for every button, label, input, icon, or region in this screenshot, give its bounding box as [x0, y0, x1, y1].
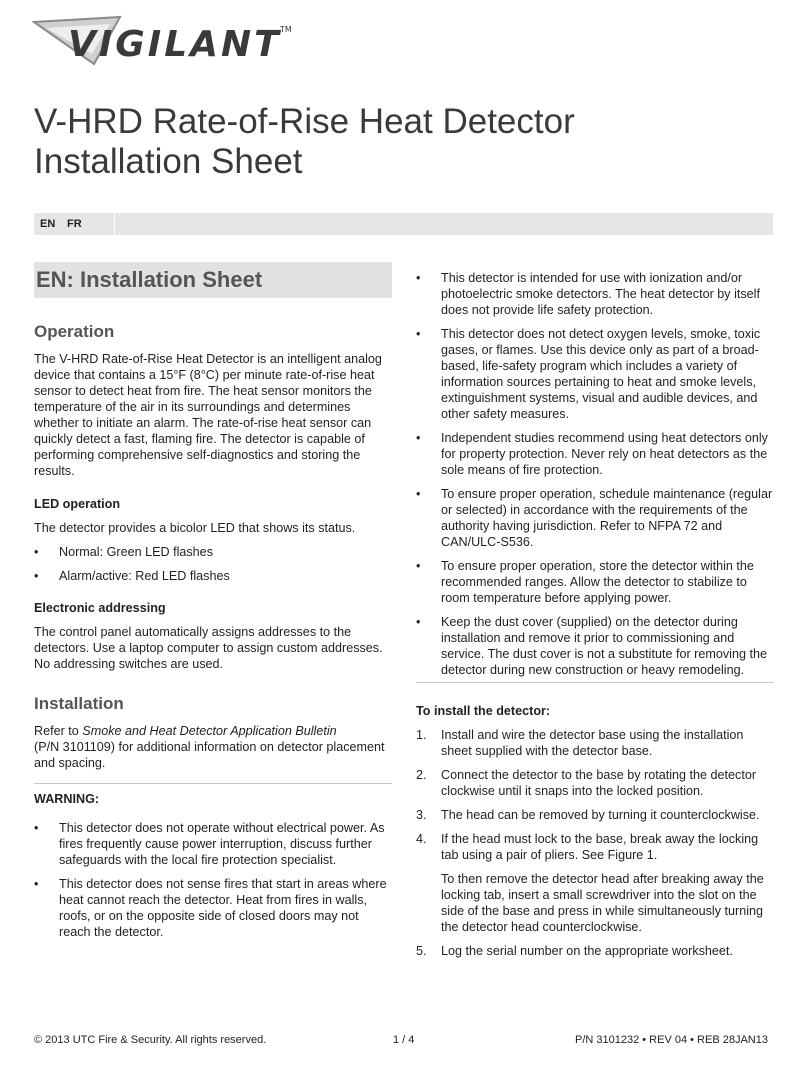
- list-item: • Keep the dust cover (supplied) on the detector during installation and remove it prior to commissioning and service. The dust cover is not a substitute for removing the detector during new construction or heavy remodeling.: [416, 615, 767, 677]
- led-heading: LED operation: [34, 497, 121, 511]
- list-item: 5. Log the serial number on the appropriate worksheet.: [416, 944, 733, 958]
- operation-heading: Operation: [34, 322, 115, 341]
- list-item: • Alarm/active: Red LED flashes: [34, 569, 230, 583]
- language-tab-en[interactable]: EN: [40, 218, 56, 230]
- document-title: [34, 102, 734, 182]
- procedure-heading: To install the detector:: [416, 704, 551, 718]
- warning-divider: [34, 783, 392, 784]
- led-body: The detector provides a bicolor LED that shows its status.: [34, 521, 356, 535]
- procedure-divider: [416, 682, 774, 683]
- installation-heading: Installation: [34, 694, 124, 713]
- language-tab-fr[interactable]: FR: [67, 218, 82, 230]
- logo-wordmark: VIGILANT: [68, 24, 282, 65]
- addressing-body: The control panel automatically assigns addresses to the detectors. Use a laptop computer to assign custom addresses. No addressing switches are used.: [34, 625, 383, 671]
- warning-heading: WARNING:: [34, 792, 100, 806]
- list-item: 1. Install and wire the detector base using the installation sheet supplied with the detector base.: [416, 728, 744, 758]
- bulletin-reference: Smoke and Heat Detector Application Bulletin: [82, 724, 337, 738]
- list-item: • Independent studies recommend using heat detectors only for property protection. Never rely on heat detectors as the sole means of fire protection.: [416, 431, 768, 477]
- list-item: • This detector does not detect oxygen levels, smoke, toxic gases, or flames. Use this device only as part of a broad-based, life-safety program which includes a variety of information sources pertaining to heat and smoke levels, extinguishment systems, visual and audible devices, and other safety measures.: [416, 327, 761, 421]
- section-title: EN: Installation Sheet: [34, 262, 392, 298]
- list-item: • This detector is intended for use with ionization and/or photoelectric smoke detectors. The heat detector by itself does not provide life safety protection.: [416, 271, 760, 317]
- list-item: • This detector does not sense fires that start in areas where heat cannot reach the detector. Heat from fires in walls, roofs, or on the opposite side of closed doors may not reach the detector.: [34, 877, 387, 939]
- trademark-symbol: TM: [280, 25, 292, 34]
- installation-body: Refer to Smoke and Heat Detector Application Bulletin (P/N 3101109) for additional information on detector placement and spacing.: [34, 724, 385, 770]
- language-bar-divider: [114, 213, 115, 235]
- footer-copyright: © 2013 UTC Fire & Security. All rights reserved.: [34, 1034, 267, 1046]
- left-column: [34, 262, 392, 940]
- addressing-heading: Electronic addressing: [34, 601, 166, 615]
- list-item: 4. If the head must lock to the base, break away the locking tab using a pair of pliers. See Figure 1. To then remove the detector head after breaking away the locking tab, insert a small screwdriver into the slot on the side of the base and press in while simultaneously turning the detector head counterclockwise.: [416, 831, 774, 935]
- step-4-note: To then remove the detector head after breaking away the locking tab, insert a small screwdriver into the slot on the side of the base and press in while simultaneously turning the detector head counterclockwise.: [441, 872, 764, 934]
- warning-list: [34, 820, 392, 940]
- footer-part-number: P/N 3101232 • REV 04 • REB 28JAN13: [575, 1034, 768, 1046]
- list-item: • To ensure proper operation, schedule maintenance (regular or selected) in accordance with the requirements of the authority having jurisdiction. Refer to NFPA 72 and CAN/ULC-S536.: [416, 487, 773, 549]
- footer-page-number: 1 / 4: [393, 1034, 415, 1046]
- title-line-1: V-HRD Rate-of-Rise Heat Detector: [34, 102, 575, 141]
- warning-list-continued: [416, 270, 774, 678]
- title-line-2: Installation Sheet: [34, 142, 303, 181]
- procedure-steps: [416, 727, 774, 959]
- operation-body: The V-HRD Rate-of-Rise Heat Detector is an intelligent analog device that contains a 15°F (8°C) per minute rate-of-rise heat sensor to detect heat from fire. The heat sensor monitors the temperature of the air in its surroundings and determines whether to initiate an alarm. The rate-of-rise heat sensor can quickly detect a fast, flaming fire. The detector is capable of performing comprehensive self-diagnostics and storing the results.: [34, 352, 382, 478]
- list-item: • Normal: Green LED flashes: [34, 545, 213, 559]
- language-bar: [34, 213, 773, 235]
- right-column: [416, 270, 774, 959]
- led-list: [34, 544, 392, 584]
- list-item: • This detector does not operate without electrical power. As fires frequently cause power interruption, discuss further safeguards with the local fire protection specialist.: [34, 821, 385, 867]
- list-item: 2. Connect the detector to the base by rotating the detector clockwise until it snaps into the locked position.: [416, 768, 757, 798]
- list-item: 3. The head can be removed by turning it counterclockwise.: [416, 808, 760, 822]
- vigilant-logo: [32, 14, 302, 74]
- list-item: • To ensure proper operation, store the detector within the recommended ranges. Allow the detector to stabilize to room temperature before applying power.: [416, 559, 754, 605]
